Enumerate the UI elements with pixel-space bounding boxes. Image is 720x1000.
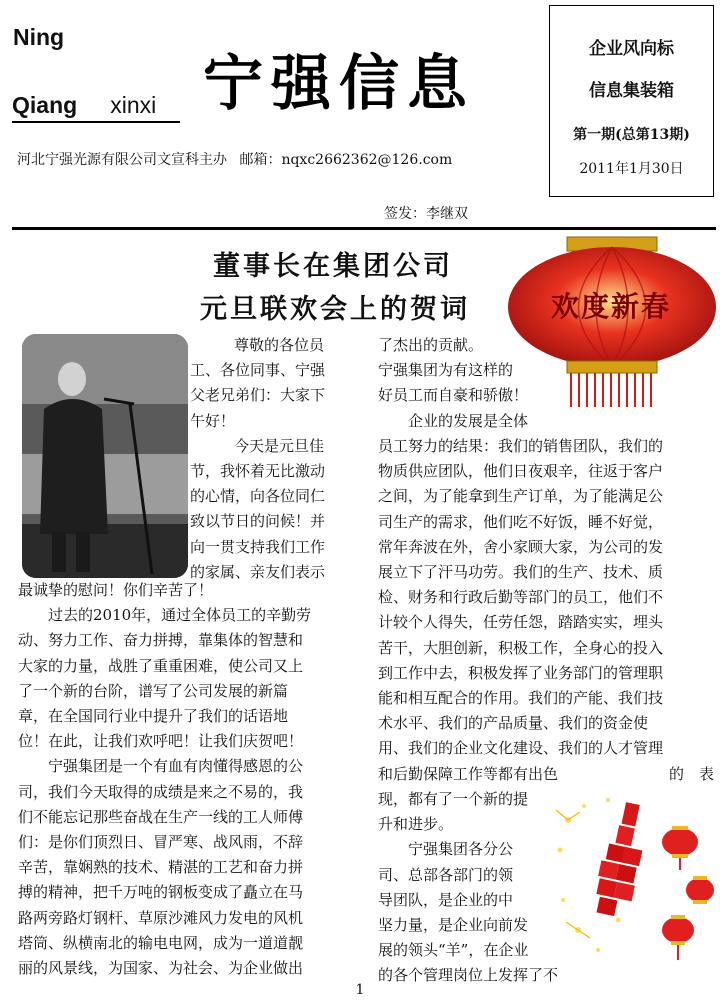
- photo-svg: [22, 334, 188, 578]
- issue-date: 2011年1月30日: [579, 161, 684, 177]
- left-wrap-line: 父老兄弟们：大家下: [190, 386, 326, 405]
- left-full-line: 们：是你们顶烈日、冒严寒、战风雨，不辞: [18, 833, 304, 852]
- right-full-line: 计较个人得失，任劳任怨，踏踏实实，埋头: [378, 613, 664, 632]
- email-link[interactable]: nqxc2662362@126.com: [281, 152, 453, 168]
- left-wrap-line: 工、各位同事、宁强: [190, 361, 326, 380]
- left-wrap-line: 致以节日的问候！并: [190, 512, 326, 531]
- right-wrap-line: 升和进步。: [378, 815, 454, 834]
- right-full-line: 常年奔波在外，舍小家顾大家，为公司的发: [378, 537, 664, 556]
- left-full-line: 辛苦，靠娴熟的技术、精湛的工艺和奋力拼: [18, 858, 304, 877]
- right-wrap-line: 司、总部各部门的领: [378, 865, 514, 884]
- left-full-line: 大家的力量，战胜了重重困难，使公司又上: [18, 656, 304, 675]
- left-full-line: 路两旁路灯钢杆、草原沙滩风力发电的风机: [18, 908, 304, 927]
- left-wrap-line: 今天是元旦佳: [234, 436, 325, 455]
- email-label: 邮箱：: [239, 152, 282, 168]
- right-full-line: 用、我们的企业文化建设、我们的人才管理: [378, 739, 664, 758]
- masthead-title: 宁强信息: [203, 49, 475, 119]
- right-full-line-split: [378, 762, 718, 787]
- right-full-line: 之间，为了能拿到生产订单，为了能满足公: [378, 487, 664, 506]
- left-full-line: 了一个新的台阶，谱写了公司发展的新篇: [18, 681, 289, 700]
- right-top-line: 了杰出的贡献。: [378, 336, 484, 354]
- signoff: 签发：李继双: [384, 206, 468, 222]
- headline-line1: 董事长在集团公司: [213, 251, 453, 282]
- left-full-line: 宁强集团是一个有血有肉懂得感恩的公: [48, 757, 304, 776]
- right-full-line: 物质供应团队，他们日夜艰辛，往返于客户: [378, 462, 664, 481]
- right-full-line: 员工努力的结果：我们的销售团队，我们的: [378, 437, 664, 455]
- left-full-line: 们不能忘记那些奋战在生产一线的工人师傅: [18, 807, 304, 826]
- right-wrap-line: 现，都有了一个新的提: [378, 790, 529, 808]
- masthead-en-line1: Ning: [13, 24, 65, 50]
- firecracker-svg: [548, 790, 716, 970]
- left-wrap-line: 尊敬的各位员: [234, 336, 325, 354]
- right-wrap-line: 展的领头“羊”，在企业: [378, 941, 529, 960]
- left-full-line: 丽的风景线，为国家、为社会、为企业做出: [18, 959, 304, 978]
- info-line1: 企业风向标: [589, 39, 674, 59]
- lantern-text: 欢度新春: [550, 290, 671, 323]
- left-wrap-text: [190, 333, 368, 585]
- firecracker-illustration: [548, 790, 716, 970]
- publisher: 河北宁强光源有限公司文宣科主办: [17, 152, 227, 168]
- publisher-line: [17, 149, 452, 169]
- left-full-line: 搏的精神，把千万吨的钢板变成了矗立在马: [18, 883, 304, 902]
- right-full-line: 苦干，大胆创新，积极工作，全身心的投入: [378, 638, 664, 657]
- left-full-line: 动、努力工作、奋力拼搏，靠集体的智慧和: [18, 631, 304, 650]
- masthead-en-line2: [12, 92, 180, 119]
- info-line2: 信息集装箱: [589, 81, 674, 101]
- masthead-en-qiang: Qiang: [12, 92, 78, 118]
- right-wrap-line: 坚力量，是企业向前发: [378, 916, 529, 935]
- left-full-line: 过去的2010年，通过全体员工的辛勤劳: [48, 606, 312, 625]
- right-top-text: [378, 333, 568, 434]
- right-line14a: 和后勤保障工作等都有出色: [378, 764, 559, 783]
- left-wrap-line: 节，我怀着无比激动: [190, 462, 326, 481]
- right-top-line: 企业的发展是全体: [408, 411, 529, 430]
- page-number: 1: [355, 982, 365, 998]
- right-full-line: 司生产的需求，他们吃不好饭，睡不好觉，: [378, 512, 664, 531]
- headline-line2: 元旦联欢会上的贺词: [200, 294, 470, 325]
- left-wrap-line: 午好！: [190, 411, 236, 430]
- left-full-line: 章，在全国同行业中提升了我们的话语地: [18, 707, 289, 726]
- info-box: [549, 5, 714, 197]
- right-top-line: 宁强集团为有这样的: [378, 361, 514, 380]
- chairman-photo: [22, 334, 188, 578]
- right-wrap-line: 的各个管理岗位上发挥了不: [378, 966, 559, 985]
- masthead-underline: [12, 121, 180, 123]
- right-full-line: 展立下了汗马功劳。我们的生产、技术、质: [378, 563, 664, 582]
- left-wrap-line: 向一贯支持我们工作: [190, 537, 326, 556]
- right-full-line: 术水平、我们的产品质量、我们的资金使: [378, 714, 649, 733]
- header-divider: [12, 227, 716, 230]
- masthead-en-xinxi: xinxi: [110, 92, 157, 118]
- right-full-text: [378, 434, 718, 787]
- left-full-text: [18, 581, 364, 981]
- right-wrap-line: 宁强集团各分公: [408, 840, 514, 859]
- right-top-line: 好员工而自豪和骄傲！: [378, 386, 529, 405]
- right-full-line: 到工作中去，积极发挥了业务部门的管理职: [378, 663, 664, 682]
- right-full-line: 能和相互配合的作用。我们的产能、我们技: [378, 689, 664, 708]
- right-line14b: 的 表: [668, 764, 714, 783]
- left-wrap-line: 的家属、亲友们表示: [190, 562, 326, 581]
- right-full-line: 检、财务和行政后勤等部门的员工，他们不: [378, 588, 664, 607]
- right-wrap-line: 导团队，是企业的中: [378, 890, 514, 909]
- left-full-line: 塔筒、纵横南北的输电电网，成为一道道靓: [18, 933, 304, 952]
- left-wrap-line: 的心情，向各位同仁: [190, 487, 326, 506]
- issue-number: 第一期(总第13期): [573, 127, 690, 143]
- left-full-line: 司，我们今天取得的成绩是来之不易的，我: [18, 782, 304, 801]
- left-full-line: 最诚挚的慰问！你们辛苦了！: [18, 581, 214, 599]
- left-full-line: 位！在此，让我们欢呼吧！让我们庆贺吧！: [18, 732, 304, 751]
